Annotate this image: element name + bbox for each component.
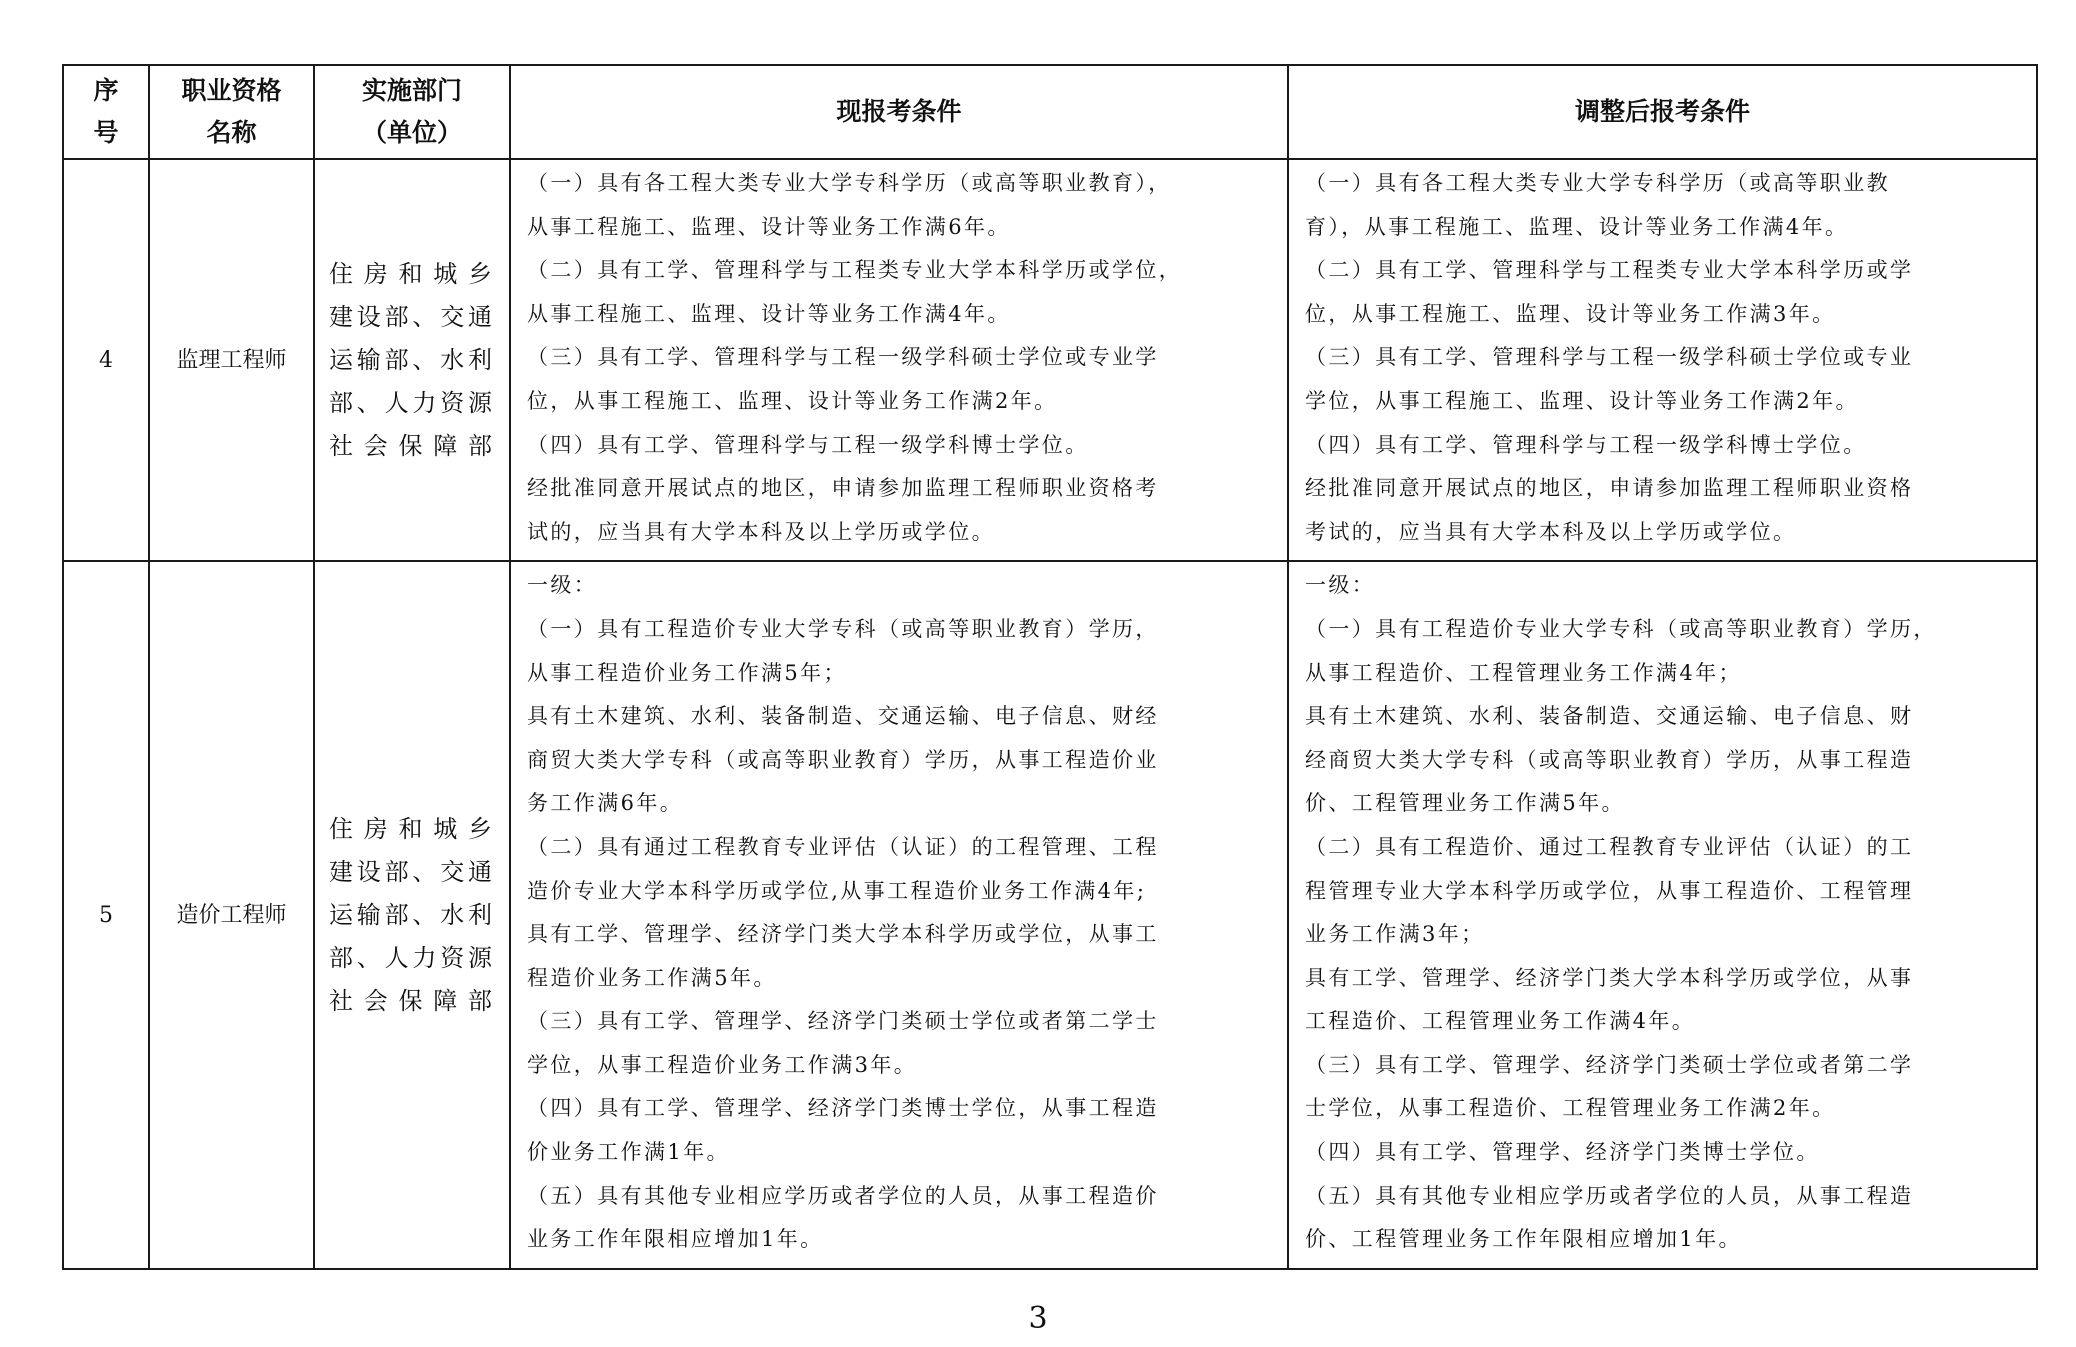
header-dept-line: 实施部门 (361, 76, 462, 105)
current-condition-line: （三）具有工学、管理学、经济学门类硕士学位或者第二学士 (527, 1009, 1159, 1034)
adjusted-condition-line: （四）具有工学、管理学、经济学门类博士学位。 (1305, 1140, 1820, 1165)
adjusted-condition-line: 考试的，应当具有大学本科及以上学历或学位。 (1305, 519, 1797, 544)
header-current-conditions: 现报考条件 (510, 65, 1288, 159)
adjusted-condition-line: （三）具有工学、管理科学与工程一级学科硕士学位或专业 (1305, 345, 1914, 370)
adjusted-condition-line: （四）具有工学、管理科学与工程一级学科博士学位。 (1305, 432, 1867, 457)
header-dept (314, 65, 510, 159)
header-name-line: 职业资格 (181, 76, 282, 105)
adjusted-condition-line: 价、工程管理业务工作年限相应增加1年。 (1305, 1227, 1742, 1252)
department-line: 部、人力资源 (329, 388, 495, 417)
current-condition-line: （一）具有各工程大类专业大学专科学历（或高等职业教育）， (527, 171, 1172, 195)
current-condition-line: 务工作满6年。 (527, 791, 684, 816)
adjusted-condition-line: 从事工程造价、工程管理业务工作满4年； (1305, 660, 1742, 685)
adjusted-condition-line: 具有工学、管理学、经济学门类大学本科学历或学位，从事 (1305, 965, 1914, 990)
current-condition-line: 价业务工作满1年。 (527, 1140, 730, 1165)
header-seq-line: 序 (93, 76, 119, 105)
header-name-line: 名称 (206, 118, 257, 147)
header-name (149, 65, 314, 159)
qualification-name-cell: 造价工程师 (149, 561, 314, 1269)
adjusted-condition-line: （一）具有工程造价专业大学专科（或高等职业教育）学历， (1305, 616, 1937, 641)
current-condition-line: （五）具有其他专业相应学历或者学位的人员，从事工程造价 (527, 1183, 1159, 1208)
current-condition-line: 位，从事工程施工、监理、设计等业务工作满2年。 (527, 388, 1058, 413)
current-condition-line: 一级： (527, 573, 598, 598)
header-seq (63, 65, 149, 159)
current-condition-line: （一）具有工程造价专业大学专科（或高等职业教育）学历， (527, 616, 1159, 641)
current-condition-line: （四）具有工学、管理科学与工程一级学科博士学位。 (527, 432, 1089, 457)
current-condition-line: 从事工程施工、监理、设计等业务工作满4年。 (527, 301, 1011, 326)
current-conditions-cell (510, 561, 1288, 1269)
header-row (63, 65, 2037, 159)
table-body (63, 159, 2037, 1269)
header-adjusted-conditions: 调整后报考条件 (1288, 65, 2037, 159)
department-line: 运输部、水利 (329, 900, 495, 929)
department-line: 住房和城乡 (329, 259, 495, 288)
current-condition-line: （二）具有工学、管理科学与工程类专业大学本科学历或学位， (527, 258, 1183, 283)
current-condition-line: 从事工程施工、监理、设计等业务工作满6年。 (527, 214, 1011, 239)
department-cell (314, 159, 510, 561)
adjusted-condition-line: 价、工程管理业务工作满5年。 (1305, 791, 1625, 816)
table-row (63, 561, 2037, 1269)
department-line: 建设部、交通 (329, 857, 495, 886)
current-condition-line: 学位，从事工程造价业务工作满3年。 (527, 1052, 918, 1077)
qualification-name-cell: 监理工程师 (149, 159, 314, 561)
current-condition-line: 从事工程造价业务工作满5年； (527, 660, 847, 685)
adjusted-condition-line: （二）具有工学、管理科学与工程类专业大学本科学历或学 (1305, 258, 1914, 283)
qualification-table (62, 64, 2038, 1270)
current-conditions-cell (510, 159, 1288, 561)
current-condition-line: 试的，应当具有大学本科及以上学历或学位。 (527, 519, 995, 544)
adjusted-condition-line: 具有土木建筑、水利、装备制造、交通运输、电子信息、财 (1305, 704, 1914, 729)
seq-cell: 4 (63, 159, 149, 561)
department-line: 社会保障部 (329, 986, 495, 1015)
adjusted-conditions-cell (1288, 159, 2037, 561)
adjusted-condition-line: 程管理专业大学本科学历或学位，从事工程造价、工程管理 (1305, 878, 1914, 903)
current-condition-line: 造价专业大学本科学历或学位,从事工程造价业务工作满4年; (527, 878, 1147, 903)
department-line: 部、人力资源 (329, 943, 495, 972)
adjusted-condition-line: 业务工作满3年； (1305, 922, 1485, 947)
adjusted-condition-line: 位，从事工程施工、监理、设计等业务工作满3年。 (1305, 301, 1836, 326)
department-line: 住房和城乡 (329, 814, 495, 843)
current-condition-line: 业务工作年限相应增加1年。 (527, 1227, 824, 1252)
current-condition-line: 具有工学、管理学、经济学门类大学本科学历或学位，从事工 (527, 922, 1159, 947)
adjusted-condition-line: 工程造价、工程管理业务工作满4年。 (1305, 1009, 1696, 1034)
adjusted-condition-line: 育），从事工程施工、监理、设计等业务工作满4年。 (1305, 214, 1849, 239)
current-condition-line: （二）具有通过工程教育专业评估（认证）的工程管理、工程 (527, 834, 1159, 859)
adjusted-condition-line: 一级： (1305, 573, 1376, 598)
current-condition-line: 程造价业务工作满5年。 (527, 965, 777, 990)
department-line: 建设部、交通 (329, 302, 495, 331)
department-line: 运输部、水利 (329, 345, 495, 374)
adjusted-condition-line: （一）具有各工程大类专业大学专科学历（或高等职业教 (1305, 171, 1890, 195)
current-condition-line: （三）具有工学、管理科学与工程一级学科硕士学位或专业学 (527, 345, 1159, 370)
seq-cell: 5 (63, 561, 149, 1269)
adjusted-condition-line: 经商贸大类大学专科（或高等职业教育）学历，从事工程造 (1305, 747, 1914, 772)
adjusted-condition-line: （三）具有工学、管理学、经济学门类硕士学位或者第二学 (1305, 1052, 1914, 1077)
department-cell (314, 561, 510, 1269)
current-condition-line: 经批准同意开展试点的地区，申请参加监理工程师职业资格考 (527, 476, 1159, 501)
header-dept-line: （单位） (361, 118, 462, 147)
adjusted-condition-line: 学位，从事工程施工、监理、设计等业务工作满2年。 (1305, 388, 1859, 413)
current-condition-line: 具有土木建筑、水利、装备制造、交通运输、电子信息、财经 (527, 704, 1159, 729)
current-condition-line: 商贸大类大学专科（或高等职业教育）学历，从事工程造价业 (527, 747, 1159, 772)
page-number: 3 (1028, 1301, 1048, 1336)
adjusted-condition-line: 士学位，从事工程造价、工程管理业务工作满2年。 (1305, 1096, 1836, 1121)
table-row (63, 159, 2037, 561)
current-condition-line: （四）具有工学、管理学、经济学门类博士学位，从事工程造 (527, 1096, 1159, 1121)
adjusted-condition-line: 经批准同意开展试点的地区，申请参加监理工程师职业资格 (1305, 476, 1914, 501)
adjusted-condition-line: （五）具有其他专业相应学历或者学位的人员，从事工程造 (1305, 1183, 1914, 1208)
adjusted-condition-line: （二）具有工程造价、通过工程教育专业评估（认证）的工 (1305, 834, 1914, 859)
department-line: 社会保障部 (329, 431, 495, 460)
header-seq-line: 号 (93, 118, 119, 147)
adjusted-conditions-cell (1288, 561, 2037, 1269)
